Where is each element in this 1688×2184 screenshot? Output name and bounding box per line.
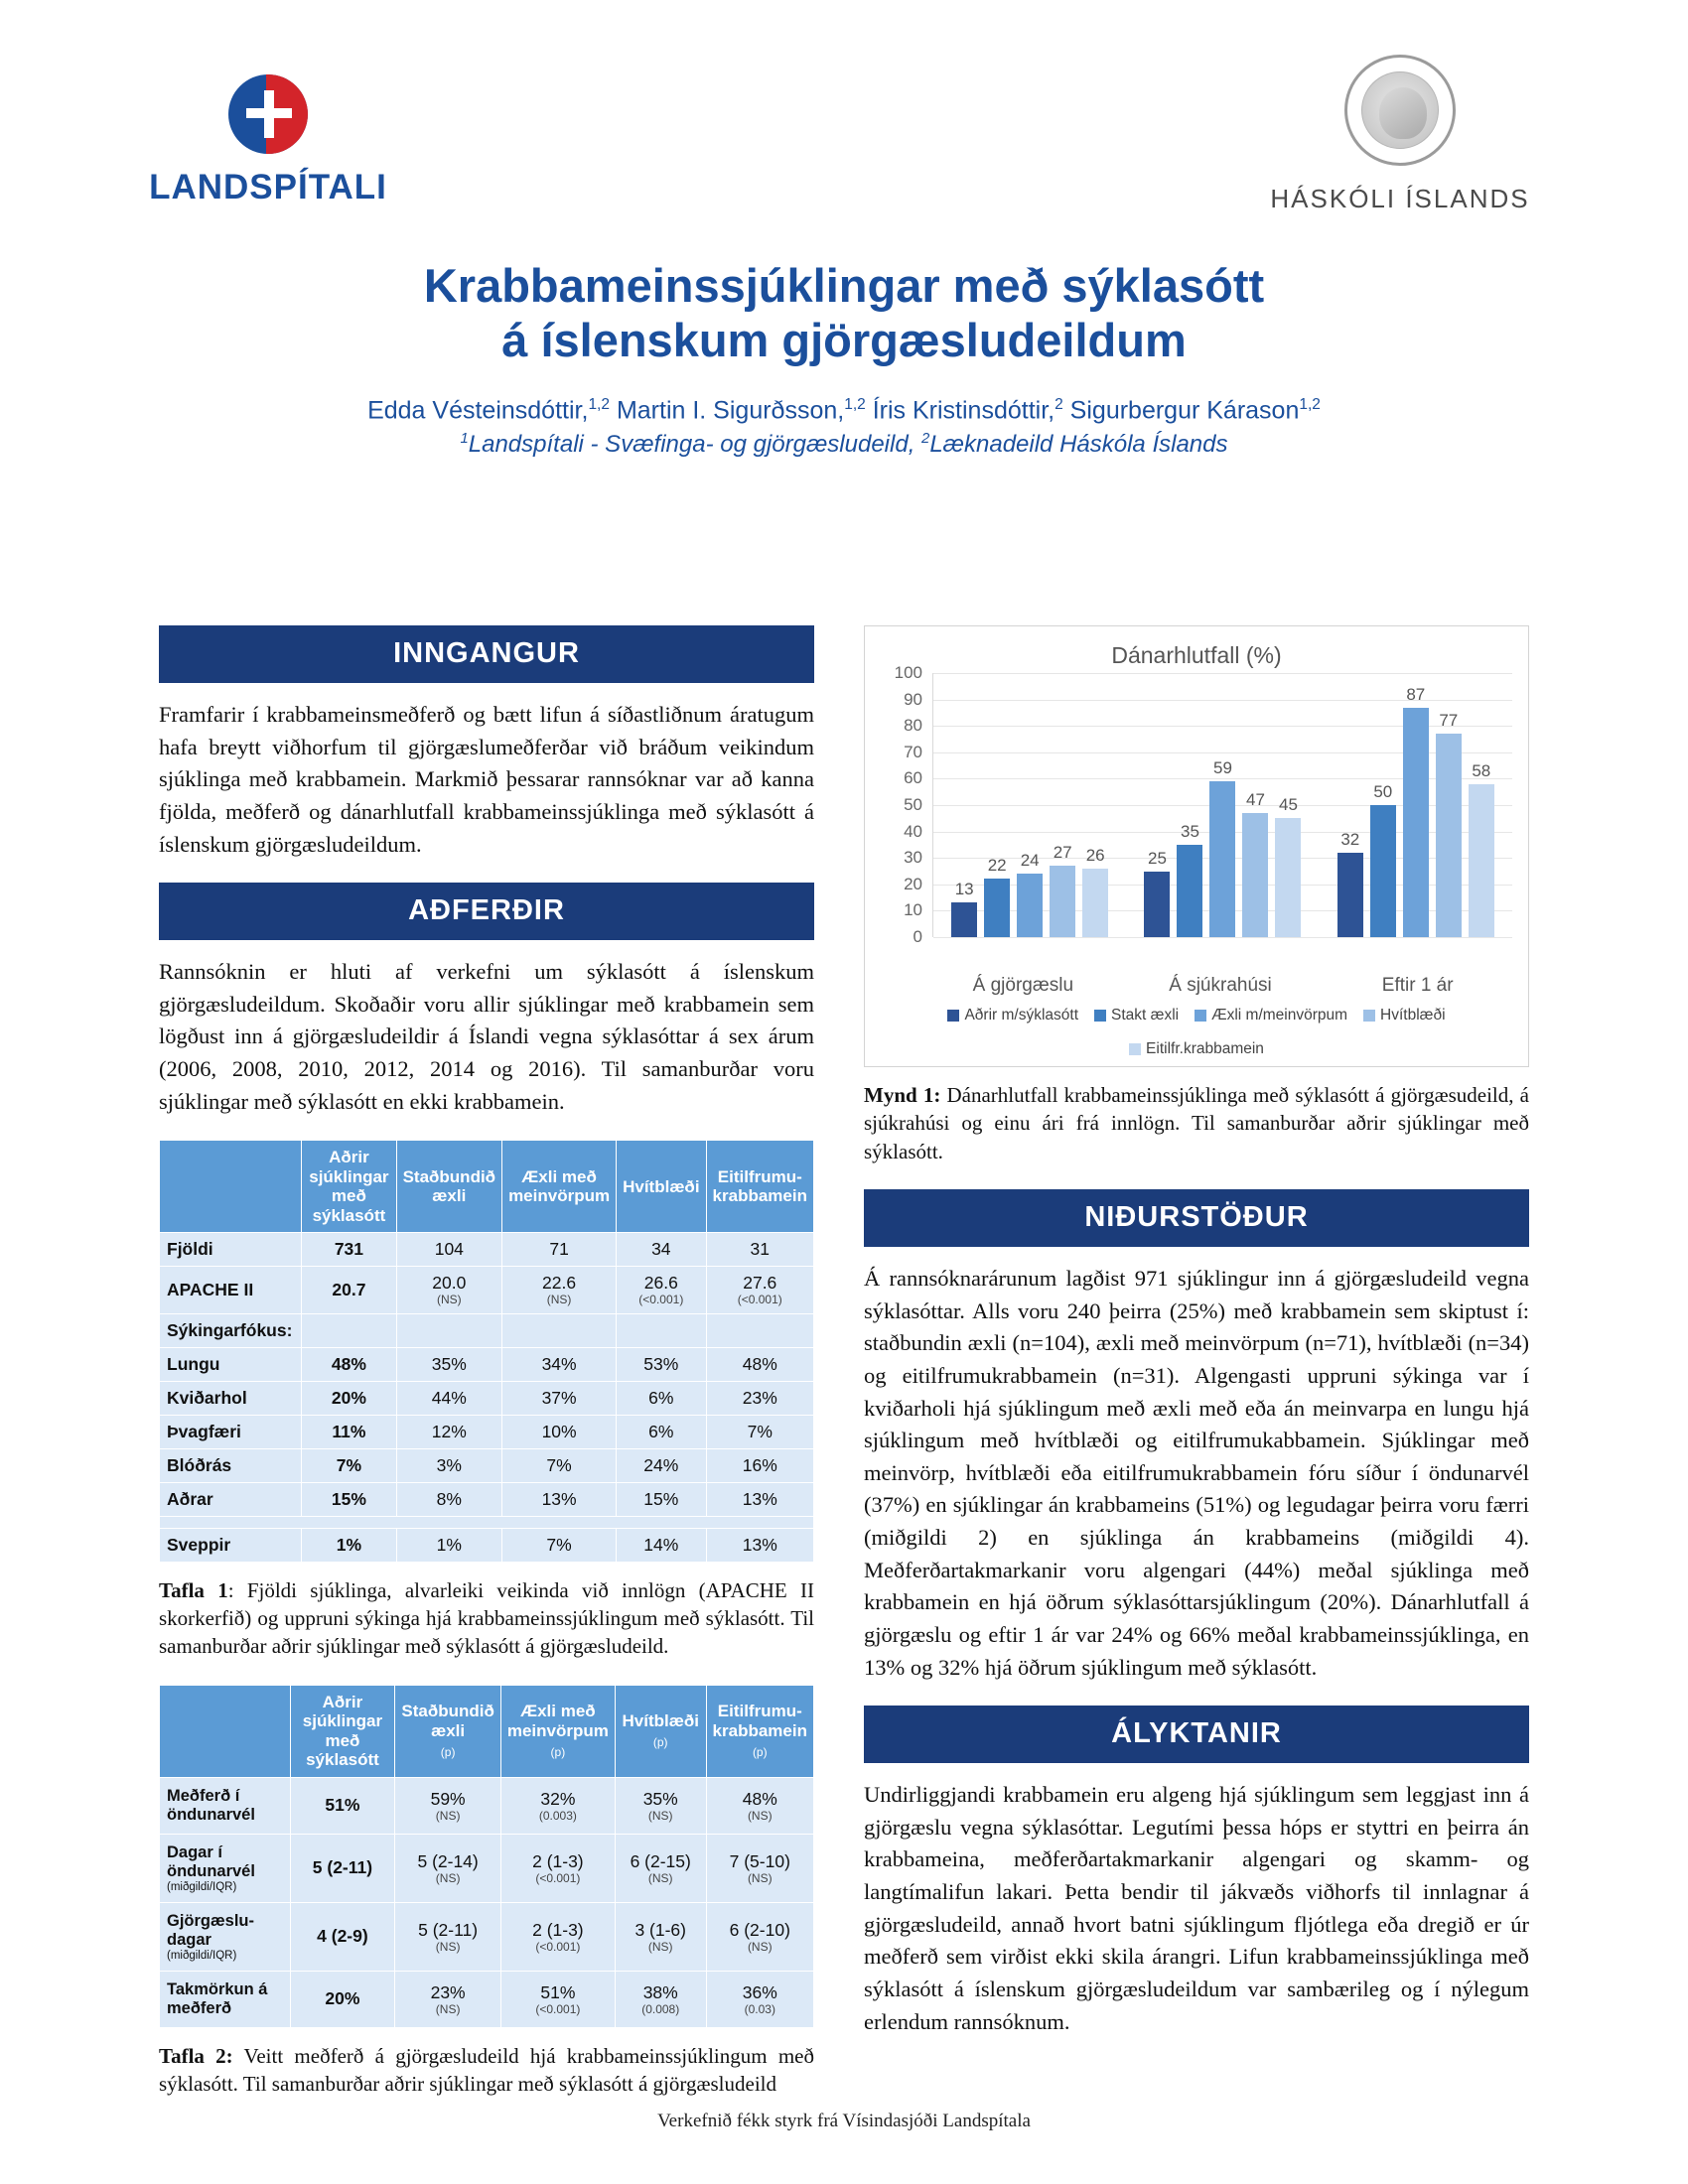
table-cell: 6%: [617, 1415, 706, 1448]
chart-bar-value: 24: [1020, 851, 1040, 871]
table-cell: 31: [706, 1233, 813, 1267]
table-1-col-2: Staðbundið æxli: [396, 1141, 501, 1233]
table-1-col-0: [160, 1141, 302, 1233]
table-1-row-label: Blóðrás: [160, 1448, 302, 1482]
legend-label: Æxli m/meinvörpum: [1211, 1007, 1348, 1024]
table-cell: 53%: [617, 1347, 706, 1381]
chart-bar: [1436, 711, 1462, 937]
table-cell: 6 (2-10) (NS): [706, 1902, 813, 1971]
table-cell: 26.6 (<0.001): [617, 1267, 706, 1313]
table-cell: 7%: [302, 1448, 396, 1482]
landspitali-logo-text: LANDSPÍTALI: [149, 168, 387, 206]
table-row: [160, 1233, 814, 1267]
table-1-row-label: Sveppir: [160, 1528, 302, 1562]
chart-legend-item: [1195, 1007, 1347, 1024]
table-cell: 13%: [502, 1482, 617, 1516]
legend-swatch-icon: [1094, 1010, 1106, 1022]
chart-bar-value: 77: [1439, 711, 1459, 731]
chart-bar-value: 32: [1340, 829, 1360, 849]
landspitali-logo: [149, 74, 387, 207]
table-row: [160, 1482, 814, 1516]
chart-bar: [1275, 795, 1301, 937]
legend-swatch-icon: [1195, 1010, 1206, 1022]
table-row: [160, 1834, 814, 1902]
table-cell: 14%: [617, 1528, 706, 1562]
table-cell: 5 (2-14) (NS): [395, 1834, 500, 1902]
table-cell: 7%: [502, 1528, 617, 1562]
table-cell: 44%: [396, 1381, 501, 1415]
table-cell: 3%: [396, 1448, 501, 1482]
poster-footer: Verkefnið fékk styrk frá Vísindasjóði Landspítala: [657, 2111, 1031, 2131]
table-2-col-0: [160, 1685, 291, 1777]
chart-bar-value: 45: [1279, 795, 1298, 815]
table-cell: 5 (2-11): [290, 1834, 395, 1902]
table-cell: [617, 1313, 706, 1347]
chart-bar: [1370, 782, 1396, 937]
chart-bar-value: 50: [1373, 782, 1393, 801]
table-cell: 32% (0.003): [500, 1777, 615, 1834]
chart-plot-area: [885, 663, 1516, 971]
table-cell: 731: [302, 1233, 396, 1267]
chart-x-label: Á gjörgæslu: [972, 975, 1074, 996]
chart-group: [933, 673, 1126, 937]
table-2-col-4: Hvítblæði (p): [615, 1685, 706, 1777]
legend-swatch-icon: [1129, 1043, 1141, 1055]
chart-bar: [1337, 829, 1363, 937]
chart-y-tick: 0: [913, 927, 922, 946]
table-row: [160, 1415, 814, 1448]
table-cell: 71: [502, 1233, 617, 1267]
university-of-iceland-logo: [1261, 55, 1539, 214]
table-row: [160, 1267, 814, 1313]
methods-paragraph: Rannsóknin er hluti af verkefni um sýklasótt á íslenskum gjörgæsludeildum. Skoðaðir voru allir sjúklingar með krabbamein sem lögðust inn á gjörgæsludeildir á Íslandi vegna sýklasóttar á sex árum (2006, 2008, 2010, 2012, 2014 og 2016). Til samanburðar voru sjúklingar með sýklasótt en ekki krabbamein.: [159, 959, 814, 1114]
chart-plot: [932, 673, 1512, 937]
section-heading-methods: AÐFERÐIR: [159, 883, 814, 940]
table-cell: [502, 1313, 617, 1347]
chart-bar-value: 35: [1181, 821, 1199, 841]
table-cell: 5 (2-11) (NS): [395, 1902, 500, 1971]
chart-bar-value: 13: [954, 880, 974, 899]
table-cell: 12%: [396, 1415, 501, 1448]
table-2-col-5: Eitilfrumu- krabbamein (p): [706, 1685, 813, 1777]
chart-bar-value: 26: [1085, 845, 1105, 865]
table-2-caption: [159, 2042, 814, 2099]
right-column: [864, 625, 1529, 2060]
table-cell: 8%: [396, 1482, 501, 1516]
table-cell: 35%: [396, 1347, 501, 1381]
chart-bar-value: 58: [1472, 760, 1491, 780]
table-cell: 13%: [706, 1482, 813, 1516]
conclusions-paragraph: Undirliggjandi krabbamein eru algeng hjá sjúklingum sem leggjast inn á gjörgæslu vegna sýklasóttar. Legutími þessa hóps er styttri en þeirra án krabbameina, meðferðartakmarkanir algengari og skamm- og langtímalifun lakari. Þetta bendir til jákvæðs viðhorfs til innlagnar á gjörgæsludeild, annað hvort batni sjúklingum fljótlega eða dregið er úr meðferð sem virðist ekki skila árangri. Lifun krabbameinssjúklinga með sýklasótt á íslenskum gjörgæsludeildum var sambærileg og í nýlegum erlendum rannsóknum.: [864, 1782, 1529, 2034]
chart-bar-value: 47: [1246, 789, 1265, 809]
table-2-col-1: Aðrir sjúklingar með sýklasótt: [290, 1685, 395, 1777]
table-row: [160, 1902, 814, 1971]
table-row: [160, 1381, 814, 1415]
chart-legend-item: [1094, 1007, 1179, 1024]
table-cell: 23%: [706, 1381, 813, 1415]
table-1-row-label: Lungu: [160, 1347, 302, 1381]
chart-bar: [1469, 760, 1494, 937]
table-1-col-1: Aðrir sjúklingar með sýklasótt: [302, 1141, 396, 1233]
table-cell: 7%: [706, 1415, 813, 1448]
legend-label: Stakt æxli: [1111, 1007, 1180, 1024]
chart-bar: [1242, 789, 1268, 937]
affiliations: $^1$Landspítali - Svæfinga- og gjörgæsludeild, $^2$Læknadeild Háskóla Íslands: [460, 431, 1228, 459]
author-list: Edda Vésteinsdóttir,$^{1,2}$ Martin I. Sigurðsson,$^{1,2}$ Íris Kristinsdóttir,$^2$ Sigurbergur Kárason$^{1,2}$: [367, 395, 1321, 425]
table-row: [160, 1971, 814, 2027]
table-cell: 15%: [302, 1482, 396, 1516]
table-cell: [706, 1313, 813, 1347]
table-cell: [302, 1313, 396, 1347]
table-1-col-4: Hvítblæði: [617, 1141, 706, 1233]
legend-swatch-icon: [947, 1010, 959, 1022]
left-column: [159, 625, 814, 2122]
chart-x-label: Eftir 1 ár: [1381, 975, 1454, 996]
university-seal-icon: [1344, 55, 1456, 166]
table-2-caption-label: Tafla 2:: [159, 2043, 233, 2068]
table-2-row-label: Meðferð í öndunarvél: [160, 1777, 291, 1834]
chart-y-tick: 40: [904, 821, 922, 841]
chart-bar: [1177, 821, 1202, 937]
table-1-caption: [159, 1576, 814, 1661]
table-2-header-row: [160, 1685, 814, 1777]
table-spacer-row: [160, 1516, 814, 1528]
chart-y-tick: 70: [904, 742, 922, 761]
table-cell: 59% (NS): [395, 1777, 500, 1834]
table-2: [159, 1685, 814, 2028]
chart-bar: [984, 856, 1010, 937]
table-cell: 34%: [502, 1347, 617, 1381]
table-cell: 20%: [302, 1381, 396, 1415]
chart-y-tick: 10: [904, 900, 922, 920]
chart-group: [1320, 673, 1512, 937]
table-row: [160, 1448, 814, 1482]
table-1-row-label: Aðrar: [160, 1482, 302, 1516]
table-cell: 24%: [617, 1448, 706, 1482]
table-1-caption-label: Tafla 1: [159, 1577, 228, 1602]
table-1-row-label: Kviðarhol: [160, 1381, 302, 1415]
table-cell: 4 (2-9): [290, 1902, 395, 1971]
table-2-row-label: Gjörgæslu-dagar (miðgildi/IQR): [160, 1902, 291, 1971]
table-2-caption-text: Veitt meðferð á gjörgæsludeild hjá krabbameinssjúklingum með sýklasótt. Til samanburðar aðrir sjúklingar með sýklasótt á gjörgæsludeild: [159, 2043, 815, 2097]
page-title: [0, 258, 1688, 368]
legend-label: Aðrir m/sýklasótt: [964, 1007, 1079, 1024]
chart-bar-value: 27: [1053, 843, 1072, 863]
table-cell: 1%: [396, 1528, 501, 1562]
table-cell: 2 (1-3) (<0.001): [500, 1902, 615, 1971]
figure-1-chart: [864, 625, 1529, 1067]
table-cell: 35% (NS): [615, 1777, 706, 1834]
table-cell: 20.7: [302, 1267, 396, 1313]
chart-bar: [1082, 845, 1108, 937]
table-cell: 22.6 (NS): [502, 1267, 617, 1313]
chart-y-tick: 100: [894, 663, 922, 682]
chart-legend-item: [1129, 1040, 1264, 1058]
table-cell: 6 (2-15) (NS): [615, 1834, 706, 1902]
table-row: [160, 1347, 814, 1381]
table-cell: 36% (0.03): [706, 1971, 813, 2027]
table-cell: 51% (<0.001): [500, 1971, 615, 2027]
table-row: [160, 1777, 814, 1834]
chart-group: [1126, 673, 1319, 937]
chart-legend-item: [1363, 1007, 1445, 1024]
table-2-row-label: Takmörkun á meðferð: [160, 1971, 291, 2027]
figure-1-caption-text: Dánarhlutfall krabbameinssjúklinga með sýklasótt á gjörgæsudeild, á sjúkrahúsi og einu ári frá innlögn. Til samanburðar aðrir sjúklingar með sýklasótt.: [864, 1083, 1529, 1163]
table-cell: 27.6 (<0.001): [706, 1267, 813, 1313]
table-cell: [396, 1313, 501, 1347]
chart-bar: [1144, 848, 1170, 938]
chart-x-label: Á sjúkrahúsi: [1169, 975, 1272, 996]
table-cell: 38% (0.008): [615, 1971, 706, 2027]
chart-bar: [951, 880, 977, 937]
chart-y-axis: [885, 663, 928, 946]
chart-y-tick: 50: [904, 795, 922, 814]
chart-bar: [1403, 684, 1429, 937]
chart-bar: [1209, 758, 1235, 937]
chart-bar: [1050, 843, 1075, 937]
chart-gridline: [933, 937, 1512, 938]
table-cell: 7 (5-10) (NS): [706, 1834, 813, 1902]
chart-legend: [877, 1007, 1516, 1058]
university-logo-text: HÁSKÓLI ÍSLANDS: [1270, 184, 1530, 213]
table-cell: 13%: [706, 1528, 813, 1562]
table-cell: 20%: [290, 1971, 395, 2027]
table-cell: 48% (NS): [706, 1777, 813, 1834]
table-1-col-3: Æxli með meinvörpum: [502, 1141, 617, 1233]
table-cell: 2 (1-3) (<0.001): [500, 1834, 615, 1902]
landspitali-cross-icon: [228, 74, 308, 154]
table-cell: 34: [617, 1233, 706, 1267]
section-heading-intro: INNGANGUR: [159, 625, 814, 683]
table-1-caption-text: : Fjöldi sjúklinga, alvarleiki veikinda við innlögn (APACHE II skorkerfið) og uppruni sýkinga hjá krabbameinssjúklingum með sýklasótt. Til samanburðar aðrir sjúklingar með sýklasótt á gjörgæsludeild.: [159, 1577, 814, 1659]
chart-y-tick: 80: [904, 716, 922, 736]
table-cell: 48%: [706, 1347, 813, 1381]
table-row: [160, 1528, 814, 1562]
table-2-col-3: Æxli með meinvörpum (p): [500, 1685, 615, 1777]
title-line-2: á íslenskum gjörgæsludeildum: [501, 314, 1187, 367]
chart-x-labels: [924, 975, 1516, 997]
table-1-row-label: Þvagfæri: [160, 1415, 302, 1448]
chart-title: Dánarhlutfall (%): [1111, 642, 1282, 668]
chart-y-tick: 60: [904, 768, 922, 788]
table-cell: 6%: [617, 1381, 706, 1415]
chart-y-tick: 20: [904, 874, 922, 893]
chart-bar-value: 59: [1213, 758, 1232, 778]
chart-bar-value: 22: [987, 856, 1007, 876]
table-2-col-2: Staðbundið æxli (p): [395, 1685, 500, 1777]
section-heading-conclusions: ÁLYKTANIR: [864, 1706, 1529, 1763]
table-row: [160, 1313, 814, 1347]
table-cell: 16%: [706, 1448, 813, 1482]
legend-label: Eitilfr.krabbamein: [1146, 1040, 1264, 1057]
table-cell: 104: [396, 1233, 501, 1267]
table-1-row-label: APACHE II: [160, 1267, 302, 1313]
table-cell: 15%: [617, 1482, 706, 1516]
legend-label: Hvítblæði: [1380, 1007, 1446, 1024]
table-cell: 11%: [302, 1415, 396, 1448]
table-cell: 10%: [502, 1415, 617, 1448]
chart-bar-value: 87: [1406, 684, 1426, 704]
table-1-header-row: [160, 1141, 814, 1233]
chart-bar: [1017, 851, 1043, 937]
results-paragraph: Á rannsóknarárunum lagðist 971 sjúklingur inn á gjörgæsludeild vegna sýklasóttar. Alls voru 240 þeirra (25%) með krabbamein sem skiptust í: staðbundin æxli (n=104), æxli með meinvörpum (n=71), hvítblæði (n=34) og eitilfrumukrabbamein (n=31). Algengasti uppruni sýkinga var í kviðarholi hjá sjúklingum með æxli með eða án meinvarpa en lungu hjá sjúklingum með hvítblæði og eitilfrumukabbamein. Sjúklingar með meinvörp, hvítblæði eða eitilfrumukrabbamein fóru síður í öndunarvél (37%) en sjúklingar án krabbameins (51%) og legudagar þeirra voru færri (miðgildi 2) en sjúklinga án krabbameins (miðgildi 4). Meðferðartakmarkanir voru algengari (44%) meðal sjúklinga með krabbamein en hjá öðrum sýklasóttarsjúklingum (20%). Dánarhlutfall á gjörgæslu og eftir 1 ár var 24% og 66% meðal krabbameinssjúklinga, en 13% og 32% hjá öðrum sjúklingum með sýklasótt.: [864, 1266, 1529, 1680]
title-block: [0, 258, 1688, 459]
title-line-1: Krabbameinssjúklingar með sýklasótt: [423, 259, 1265, 312]
table-1-row-label: Sýkingarfókus:: [160, 1313, 302, 1347]
poster-header: [0, 0, 1688, 268]
table-1-col-5: Eitilfrumu- krabbamein: [706, 1141, 813, 1233]
table-cell: 51%: [290, 1777, 395, 1834]
table-cell: 7%: [502, 1448, 617, 1482]
table-cell: 20.0 (NS): [396, 1267, 501, 1313]
section-heading-results: NIÐURSTÖÐUR: [864, 1189, 1529, 1247]
chart-legend-item: [947, 1007, 1078, 1024]
table-cell: 23% (NS): [395, 1971, 500, 2027]
table-1: [159, 1140, 814, 1562]
table-2-row-label: Dagar í öndunarvél (miðgildi/IQR): [160, 1834, 291, 1902]
table-1-row-label: Fjöldi: [160, 1233, 302, 1267]
chart-y-tick: 30: [904, 848, 922, 868]
figure-1-caption-label: Mynd 1:: [864, 1083, 941, 1107]
chart-y-tick: 90: [904, 689, 922, 709]
table-cell: 1%: [302, 1528, 396, 1562]
legend-swatch-icon: [1363, 1010, 1375, 1022]
figure-1-caption: [864, 1081, 1529, 1165]
chart-bar-value: 25: [1148, 848, 1167, 868]
table-cell: 3 (1-6) (NS): [615, 1902, 706, 1971]
table-cell: 37%: [502, 1381, 617, 1415]
intro-paragraph: Framfarir í krabbameinsmeðferð og bætt lifun á síðastliðnum áratugum hafa breytt viðhorfum til gjörgæslumeðferðar við bráðum veikindum sjúklinga með krabbamein. Markmið þessarar rannsóknar var að kanna fjölda, meðferð og dánarhlutfall krabbameinssjúklinga með sýklasótt á íslenskum gjörgæsludeildum.: [159, 702, 814, 857]
table-cell: 48%: [302, 1347, 396, 1381]
